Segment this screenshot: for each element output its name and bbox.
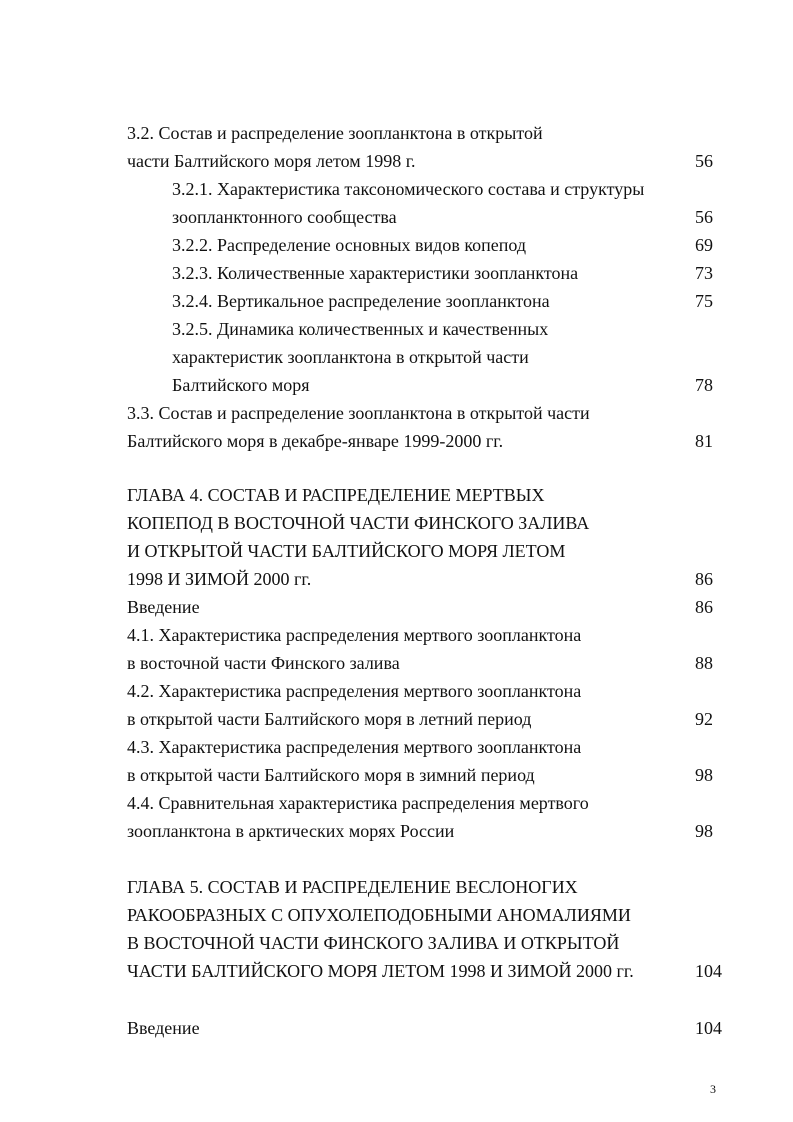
toc-entry-3-2-2-page: 69 <box>695 235 713 255</box>
toc-entry-3-2-5-line1: 3.2.5. Динамика количественных и качественных <box>172 319 549 339</box>
toc-chapter-4-line4: 1998 И ЗИМОЙ 2000 гг. <box>127 569 312 589</box>
toc-entry-3-3-line1: 3.3. Состав и распределение зоопланктона в открытой части <box>127 403 590 423</box>
toc-chapter-5-intro-page: 104 <box>695 1018 722 1038</box>
toc-chapter-4-line2: КОПЕПОД В ВОСТОЧНОЙ ЧАСТИ ФИНСКОГО ЗАЛИВА <box>127 513 590 533</box>
toc-entry-4-3-line2: в открытой части Балтийского моря в зимний период <box>127 765 535 785</box>
toc-entry-3-2-3: 3.2.3. Количественные характеристики зоопланктона <box>172 263 579 283</box>
toc-entry-4-2-line1: 4.2. Характеристика распределения мертвого зоопланктона <box>127 681 582 701</box>
toc-entry-4-3-page: 98 <box>695 765 713 785</box>
toc-chapter-5-page: 104 <box>695 961 722 981</box>
toc-entry-3-3-line2: Балтийского моря в декабре-январе 1999-2000 гг. <box>127 431 504 451</box>
page-number: 3 <box>710 1082 716 1096</box>
toc-chapter-5-intro: Введение <box>127 1018 200 1038</box>
toc-entry-3-2-1-line1: 3.2.1. Характеристика таксономического состава и структуры <box>172 179 645 199</box>
toc-entry-3-2-line1: 3.2. Состав и распределение зоопланктона в открытой <box>127 123 543 143</box>
toc-chapter-5-line1: ГЛАВА 5. СОСТАВ И РАСПРЕДЕЛЕНИЕ ВЕСЛОНОГИХ <box>127 877 578 897</box>
toc-chapter-4-line3: И ОТКРЫТОЙ ЧАСТИ БАЛТИЙСКОГО МОРЯ ЛЕТОМ <box>127 541 566 561</box>
toc-entry-4-1-page: 88 <box>695 653 713 673</box>
toc-chapter-4-page: 86 <box>695 569 713 589</box>
toc-entry-3-2-page: 56 <box>695 151 713 171</box>
toc-entry-4-1-line1: 4.1. Характеристика распределения мертвого зоопланктона <box>127 625 582 645</box>
toc-entry-3-2-5-line3: Балтийского моря <box>172 375 310 395</box>
toc-entry-3-2-5-page: 78 <box>695 375 713 395</box>
toc-entry-3-2-1-page: 56 <box>695 207 713 227</box>
toc-chapter-5-line3: В ВОСТОЧНОЙ ЧАСТИ ФИНСКОГО ЗАЛИВА И ОТКРЫТОЙ <box>127 933 620 953</box>
toc-entry-3-2-5-line2: характеристик зоопланктона в открытой части <box>172 347 529 367</box>
toc-chapter-5-line4: ЧАСТИ БАЛТИЙСКОГО МОРЯ ЛЕТОМ 1998 И ЗИМОЙ 2000 гг. <box>127 961 634 981</box>
toc-chapter-5-line2: РАКООБРАЗНЫХ С ОПУХОЛЕПОДОБНЫМИ АНОМАЛИЯМИ <box>127 905 631 925</box>
toc-entry-4-3-line1: 4.3. Характеристика распределения мертвого зоопланктона <box>127 737 582 757</box>
toc-entry-4-4-line2: зоопланктона в арктических морях России <box>127 821 455 841</box>
toc-entry-4-2-page: 92 <box>695 709 713 729</box>
toc-entry-4-4-page: 98 <box>695 821 713 841</box>
toc-chapter-4-line1: ГЛАВА 4. СОСТАВ И РАСПРЕДЕЛЕНИЕ МЕРТВЫХ <box>127 485 545 505</box>
toc-entry-4-2-line2: в открытой части Балтийского моря в летний период <box>127 709 532 729</box>
toc-entry-3-2-4-page: 75 <box>695 291 713 311</box>
toc-entry-3-2-1-line2: зоопланктонного сообщества <box>172 207 397 227</box>
toc-chapter-4-intro-page: 86 <box>695 597 713 617</box>
toc-entry-3-2-4: 3.2.4. Вертикальное распределение зоопланктона <box>172 291 550 311</box>
toc-chapter-4-intro: Введение <box>127 597 200 617</box>
toc-entry-3-2-line2: части Балтийского моря летом 1998 г. <box>127 151 416 171</box>
toc-entry-4-4-line1: 4.4. Сравнительная характеристика распределения мертвого <box>127 793 589 813</box>
toc-entry-3-2-2: 3.2.2. Распределение основных видов копепод <box>172 235 527 255</box>
toc-entry-4-1-line2: в восточной части Финского залива <box>127 653 400 673</box>
toc-entry-3-3-page: 81 <box>695 431 713 451</box>
toc-entry-3-2-3-page: 73 <box>695 263 713 283</box>
